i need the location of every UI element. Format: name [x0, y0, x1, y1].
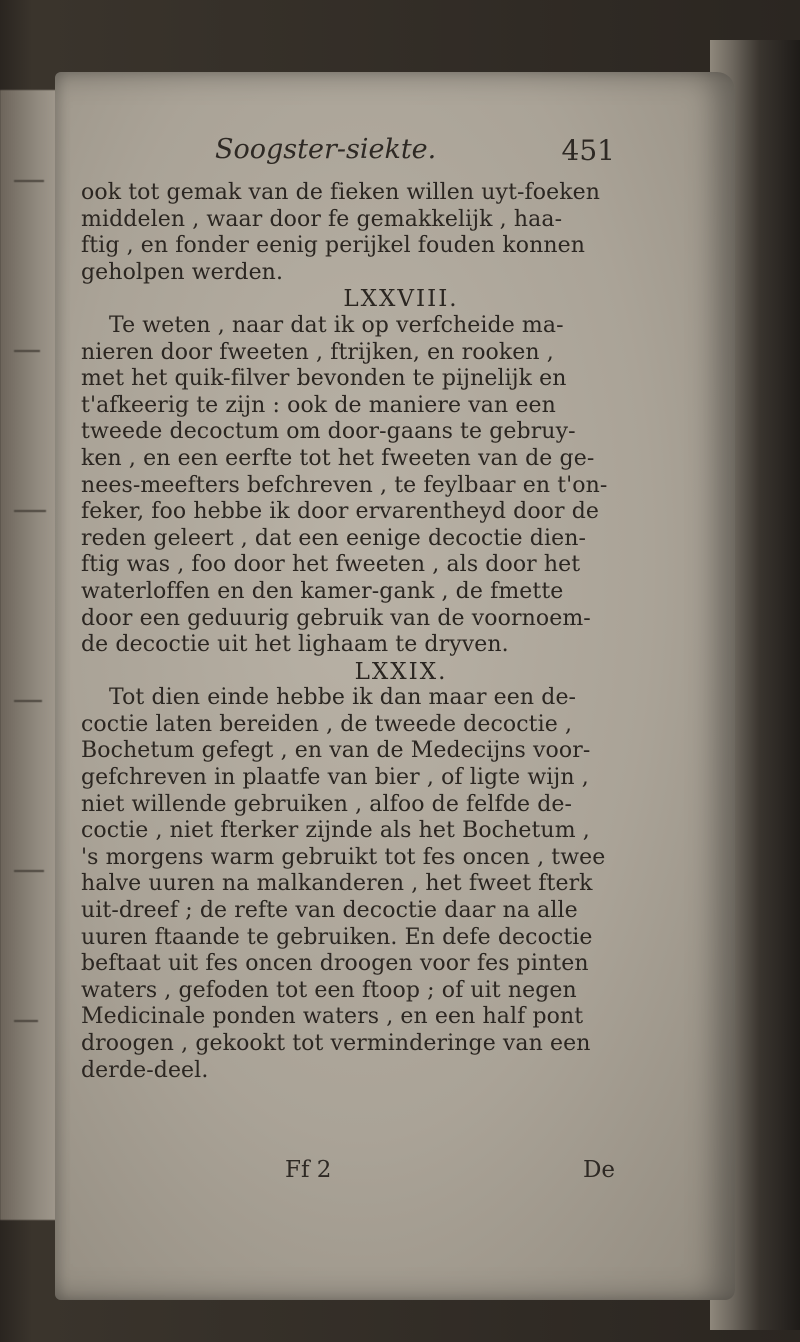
- section-number: LXXIX.: [354, 658, 448, 685]
- page-footer: [285, 1157, 615, 1187]
- text-line: coctie laten bereiden , de tweede decoctie ,: [81, 711, 573, 737]
- text-line: uuren ftaande te gebruiken. En defe decoctie: [81, 924, 593, 950]
- text-line: coctie , niet fterker zijnde als het Bochetum ,: [81, 818, 590, 844]
- page-header: [215, 134, 615, 174]
- page-content: [55, 72, 735, 1300]
- text-line: halve uuren na malkanderen , het fweet fterk: [81, 871, 593, 897]
- text-line: gefchreven in plaatfe van bier , of ligte wijn ,: [81, 765, 589, 791]
- text-line: tweede decoctum om door-gaans te gebruy-: [81, 419, 576, 445]
- text-line: niet willende gebruiken , alfoo de felfde de-: [81, 791, 573, 817]
- text-line: ftig , en fonder eenig perijkel fouden konnen: [81, 233, 586, 259]
- text-line: Tot dien einde hebbe ik dan maar een de-: [109, 685, 577, 711]
- edge-mark: [14, 180, 44, 182]
- text-line: beftaat uit fes oncen droogen voor fes pinten: [81, 951, 589, 977]
- edge-mark: [14, 700, 42, 702]
- text-line: Bochetum gefegt , en van de Medecijns voor-: [81, 738, 591, 764]
- edge-mark: [14, 510, 46, 512]
- text-line: nees-meefters befchreven , te feylbaar en t'on-: [81, 472, 608, 498]
- text-line: derde-deel.: [81, 1057, 209, 1083]
- text-line: ook tot gemak van de fieken willen uyt-foeken: [81, 180, 601, 205]
- text-line: nieren door fweeten , ftrijken, en rooken ,: [81, 339, 554, 365]
- running-head: Soogster-siekte.: [215, 134, 437, 165]
- page-number: 451: [561, 134, 615, 167]
- edge-mark: [14, 870, 44, 872]
- book-page: [55, 72, 735, 1300]
- edge-mark: [14, 1020, 38, 1022]
- text-line: t'afkeerig te zijn : ook de maniere van een: [81, 392, 556, 418]
- text-line: 's morgens warm gebruikt tot fes oncen , twee: [81, 844, 606, 870]
- signature-mark: Ff 2: [285, 1157, 332, 1183]
- text-line: geholpen werden.: [81, 259, 284, 285]
- text-line: uit-dreef ; de refte van decoctie daar na alle: [81, 898, 578, 924]
- text-line: middelen , waar door fe gemakkelijk , haa-: [81, 206, 563, 232]
- text-line: ftig was , foo door het fweeten , als door het: [81, 552, 581, 578]
- body-text: [81, 180, 691, 1084]
- edge-mark: [14, 350, 40, 352]
- section-number: LXXVIII.: [343, 286, 459, 313]
- text-line: feker, foo hebbe ik door ervarentheyd door de: [81, 499, 600, 525]
- text-line: waters , gefoden tot een ftoop ; of uit negen: [81, 977, 577, 1003]
- text-line: met het quik-filver bevonden te pijnelijk en: [81, 366, 567, 392]
- text-line: door een geduurig gebruik van de voornoem-: [81, 605, 591, 631]
- previous-page-edge: [0, 90, 62, 1220]
- text-line: de decoctie uit het lighaam te dryven.: [81, 632, 509, 658]
- text-line: ken , en een eerfte tot het fweeten van de ge-: [81, 445, 595, 471]
- text-line: Te weten , naar dat ik op verfcheide ma-: [109, 312, 564, 338]
- text-line: waterloffen en den kamer-gank , de fmette: [81, 578, 564, 604]
- text-line: reden geleert , dat een eenige decoctie dien-: [81, 525, 587, 551]
- catchword: De: [582, 1157, 615, 1183]
- text-line: droogen , gekookt tot verminderinge van een: [81, 1031, 591, 1056]
- text-line: Medicinale ponden waters , en een half pont: [81, 1004, 584, 1030]
